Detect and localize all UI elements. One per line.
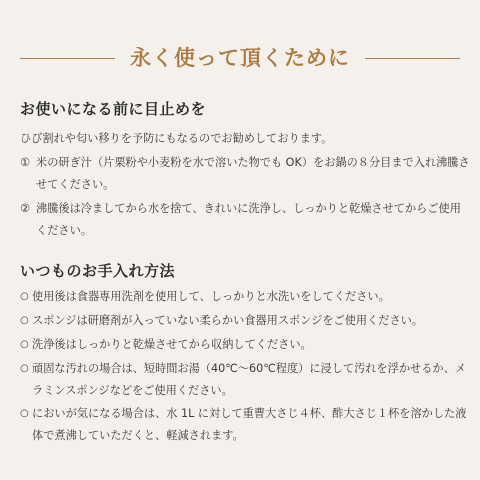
care-list-item <box>20 310 470 332</box>
bullet-marker: ○ <box>20 363 29 374</box>
care-text: スポンジは研磨剤が入っていない柔らかい食器用スポンジをご使用ください。 <box>32 314 424 327</box>
title-row <box>0 40 480 76</box>
care-text: 頑固な汚れの場合は、短時間お湯（40℃〜60℃程度）に浸して汚れを浮かせるか、メラミンスポンジなどをご使用ください。 <box>32 362 466 397</box>
numbered-step <box>20 198 470 242</box>
section-intro: ひび割れや匂い移りを予防にもなるのでお勧めしております。 <box>20 132 333 145</box>
step-marker: ② <box>20 202 31 215</box>
care-text: においが気になる場合は、水 1L に対して重曹大さじ４杯、酢大さじ１杯を溶かした液体で煮沸していただくと、軽減されます。 <box>32 407 467 442</box>
bullet-marker: ○ <box>20 408 29 419</box>
care-text: 洗浄後はしっかりと乾燥させてから収納してください。 <box>32 338 312 351</box>
page-title: 永く使って頂くために <box>130 46 350 70</box>
numbered-step <box>20 152 470 196</box>
step-text: 米の研ぎ汁（片栗粉や小麦粉を水で溶いた物でも OK）をお鍋の８分目まで入れ沸騰させてください。 <box>36 156 470 191</box>
section-heading-care: いつものお手入れ方法 <box>20 262 176 280</box>
care-list-item <box>20 403 470 447</box>
bullet-marker: ○ <box>20 315 29 326</box>
bullet-marker: ○ <box>20 339 29 350</box>
step-marker: ① <box>20 156 31 169</box>
bullet-marker: ○ <box>20 291 29 302</box>
step-text: 沸騰後は冷ましてから水を捨て、きれいに洗浄し、しっかりと乾燥させてからご使用ください。 <box>36 202 461 237</box>
care-list-item <box>20 358 470 402</box>
section-heading-pre-use: お使いになる前に目止めを <box>20 100 207 118</box>
care-list-item <box>20 286 470 308</box>
title-rule-right <box>365 58 460 59</box>
care-list-item <box>20 334 470 356</box>
care-text: 使用後は食器専用洗剤を使用して、しっかりと水洗いをしてください。 <box>32 290 390 303</box>
